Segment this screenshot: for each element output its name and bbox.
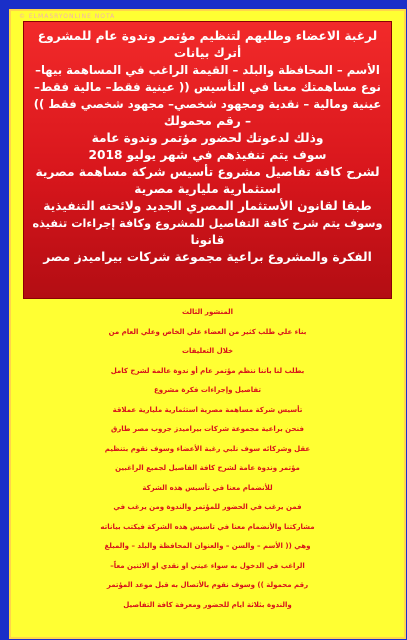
- announcement-line: – رقم محمولك: [163, 114, 252, 128]
- watermark: © ELMASRYONLINE NOTA: [19, 13, 116, 20]
- post-body: [17, 303, 398, 615]
- announcement-line: استثمارية مليارية مصرية: [134, 182, 281, 196]
- announcement-panel: [23, 21, 392, 299]
- post-line: الراغب في الدخول به سواء عيني او نقدي او الاثنين معاً–: [110, 561, 305, 570]
- announcement-line: لشرح كافة تفاصيل مشروع تأسيس شركة مساهمة مصرية: [35, 165, 380, 179]
- post-line: مشاركتنا والأنضمام معنا في تاسيس هذه الشركة فيكتب بياناته: [100, 522, 315, 531]
- post-line: للأنضمام معنا في تأسيس هذه الشركة: [142, 483, 273, 492]
- announcement-line: وسوف يتم شرح كافة التفاصيل للمشروع وكافة إجراءات تنفيذه: [32, 217, 383, 230]
- post-line: عقل وشركائه سوف نلبي رغبة الأعضاء وسوف نقوم بتنظيم: [104, 444, 311, 453]
- post-line: وهي (( الأسم – والسن – والعنوان المحافظة والبلد – والمبلغ: [104, 542, 311, 550]
- post-line: فمن يرغب في الحضور للمؤتمر والندوة ومن يرغب في: [113, 503, 302, 511]
- post-line: بطلب لنا باننا ننظم مؤتمر عام أو ندوة عالمة لشرح كامل: [110, 366, 305, 375]
- announcement-line: لرغبة الاعضاء وطلبهم لتنظيم مؤتمر وندوة عام للمشروع: [37, 29, 378, 43]
- announcement-line: قانونا: [190, 233, 225, 247]
- post-line: مؤتمر وندوة عامة لشرح كافة الفاصيل لجميع الراغبين: [115, 464, 300, 472]
- post-title: المنشور الثالث: [181, 308, 234, 316]
- post-line: خلال التعليقات: [181, 347, 234, 355]
- post-line: والندوة بثلاثة ايام للحضور ومعرفة كافة التفاصيل: [123, 600, 292, 609]
- announcement-line: نوع مساهمتك معنا في التأسيس (( عينية فقط– مالية فقط–: [34, 80, 381, 94]
- poster: [9, 9, 406, 639]
- post-line: رقم محمولة )) وسوف نقوم بالأتصال به قبل موعد المؤتمر: [106, 581, 309, 589]
- announcement-line: أترك بيانات: [173, 46, 242, 60]
- post-line: بناء علي طلب كثير من العضاء علي الخاص وعلي العام من: [108, 327, 307, 336]
- post-line: تأسيس شركة مساهمة مصرية استثمارية مليارية عملاقة: [112, 405, 303, 414]
- announcement-line: سوف يتم تنفيذهم في شهر يوليو 2018: [88, 148, 327, 162]
- announcement-line: الفكرة والمشروع براعية مجموعة شركات بيراميدز مصر: [43, 250, 372, 264]
- announcement-line: وذلك لدعوتك لحضور مؤتمر وندوة عامة: [91, 131, 324, 145]
- announcement-line: طبقا لقانون الأستثمار المصري الجديد ولائحته التنفيذية: [43, 199, 372, 213]
- announcement-line: عينية ومالية – نقدية ومجهود شخصي– مجهود شخصي فقط )): [33, 97, 382, 111]
- announcement-line: الأسم – المحافظة والبلد – القيمة الراغب في المساهمة بيها–: [35, 63, 380, 77]
- post-line: فنحن براعية مجموعة شركات بيراميدز جروب مصر طارق: [111, 425, 304, 433]
- post-line: تفاصيل وإجراءات فكرة مشروع: [153, 386, 262, 394]
